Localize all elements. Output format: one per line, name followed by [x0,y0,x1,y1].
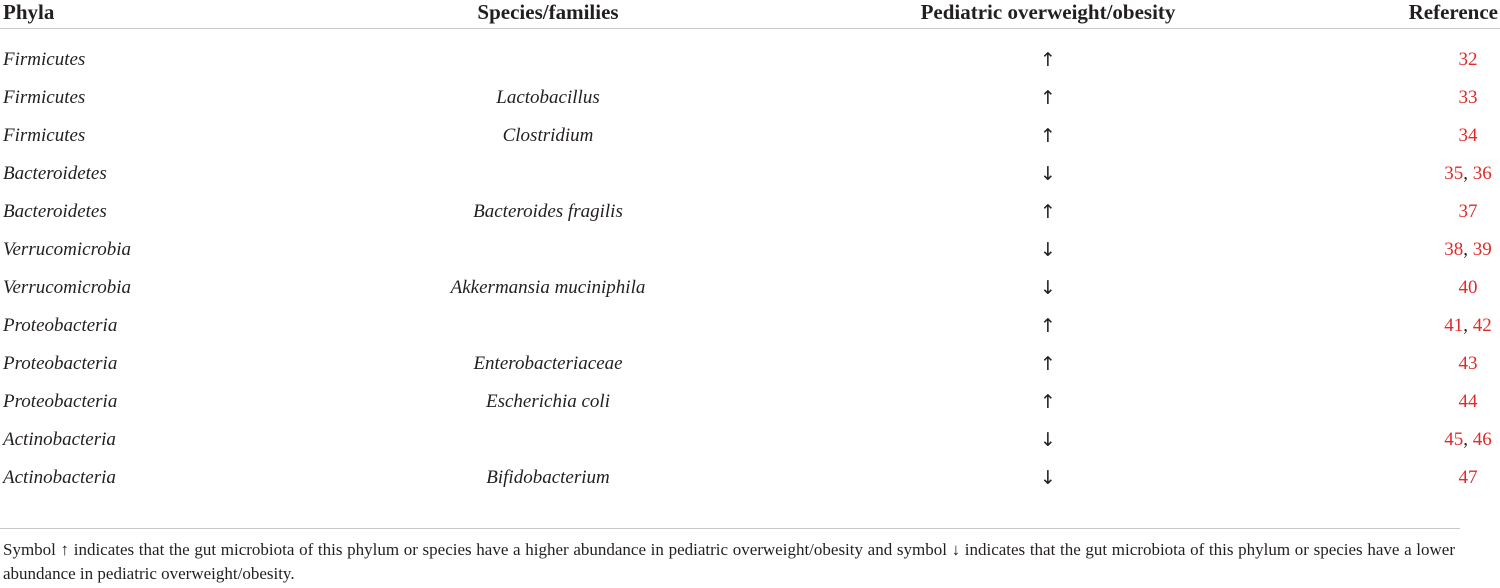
phylum-cell: Actinobacteria [3,429,116,450]
table-row [0,421,1500,459]
reference-list [1438,353,1498,375]
header-phyla: Phyla [3,0,55,24]
header-row [0,0,1500,29]
species-cell: Clostridium [502,125,594,146]
reference-separator: , [1463,239,1473,260]
effect-cell [758,193,1338,231]
table-row [0,459,1500,497]
table-row [0,79,1500,117]
reference-link[interactable]: 35 [1444,163,1464,184]
phylum-cell: Verrucomicrobia [3,239,132,260]
reference-link[interactable]: 36 [1472,163,1492,184]
effect-cell [758,459,1338,497]
reference-link[interactable]: 43 [1458,353,1478,374]
reference-link[interactable]: 33 [1458,87,1478,108]
effect-cell [758,345,1338,383]
species-cell [303,231,758,269]
reference-link[interactable]: 42 [1472,315,1492,336]
arrow-down-icon: ↓ [1040,276,1056,299]
table-header [0,0,1500,29]
reference-list [1438,277,1498,299]
reference-list [1438,163,1498,185]
effect-cell [758,421,1338,459]
phylum-cell: Proteobacteria [3,315,118,336]
reference-list [1438,315,1498,337]
table-row [0,155,1500,193]
reference-separator: , [1463,163,1473,184]
reference-cell [1338,307,1500,345]
arrow-up-icon: ↑ [1040,200,1056,223]
header-species: Species/families [477,0,619,24]
table-row [0,307,1500,345]
arrow-up-icon: ↑ [1040,390,1056,413]
table-body [0,29,1500,498]
arrow-up-icon: ↑ [1040,314,1056,337]
reference-list [1438,125,1498,147]
table-row [0,193,1500,231]
effect-cell [758,383,1338,421]
species-cell: Enterobacteriaceae [473,353,623,374]
table-row [0,231,1500,269]
arrow-down-icon: ↓ [1040,238,1056,261]
reference-cell [1338,193,1500,231]
arrow-down-icon: ↓ [1040,466,1056,489]
phylum-cell: Proteobacteria [3,353,118,374]
effect-cell [758,231,1338,269]
reference-cell [1338,231,1500,269]
reference-link[interactable]: 44 [1458,391,1478,412]
species-cell: Lactobacillus [496,87,600,108]
phylum-cell: Proteobacteria [3,391,118,412]
arrow-down-icon: ↓ [1040,428,1056,451]
reference-cell [1338,155,1500,193]
species-cell [303,155,758,193]
effect-cell [758,307,1338,345]
phylum-cell: Firmicutes [3,87,86,108]
reference-link[interactable]: 46 [1472,429,1492,450]
species-cell: Bifidobacterium [486,467,610,488]
arrow-up-icon: ↑ [1040,86,1056,109]
footer-divider [0,528,1460,529]
species-cell [303,421,758,459]
header-reference: Reference [1408,0,1498,24]
reference-list [1438,201,1498,223]
table-row [0,345,1500,383]
reference-cell [1338,345,1500,383]
effect-cell [758,117,1338,155]
header-effect: Pediatric overweight/obesity [920,0,1176,24]
effect-cell [758,29,1338,80]
reference-cell [1338,459,1500,497]
reference-link[interactable]: 40 [1458,277,1478,298]
reference-link[interactable]: 47 [1458,467,1478,488]
table-row [0,29,1500,80]
reference-list [1438,391,1498,413]
reference-link[interactable]: 41 [1444,315,1464,336]
reference-list [1438,429,1498,451]
phylum-cell: Firmicutes [3,49,86,70]
species-cell: Escherichia coli [486,391,610,412]
reference-link[interactable]: 37 [1458,201,1478,222]
phylum-cell: Verrucomicrobia [3,277,132,298]
reference-list [1438,467,1498,489]
reference-list [1438,239,1498,261]
reference-link[interactable]: 34 [1458,125,1478,146]
reference-cell [1338,79,1500,117]
phylum-cell: Actinobacteria [3,467,116,488]
table-footnote: Symbol ↑ indicates that the gut microbiota of this phylum or species have a higher abundance in pediatric overweight/obesity and symbol ↓ indicates that the gut microbiota of this phylum or species have a lower abundance in pediatric overweight/obesity. [3,540,1455,583]
species-cell [303,307,758,345]
phylum-cell: Firmicutes [3,125,86,146]
reference-link[interactable]: 39 [1472,239,1492,260]
reference-list [1438,87,1498,109]
phylum-cell: Bacteroidetes [3,163,107,184]
reference-cell [1338,117,1500,155]
reference-cell [1338,421,1500,459]
species-cell [303,29,758,80]
phylum-cell: Bacteroidetes [3,201,107,222]
reference-separator: , [1463,315,1473,336]
reference-cell [1338,29,1500,80]
arrow-up-icon: ↑ [1040,352,1056,375]
arrow-down-icon: ↓ [1040,162,1056,185]
reference-cell [1338,269,1500,307]
arrow-up-icon: ↑ [1040,48,1056,71]
reference-link[interactable]: 32 [1458,49,1478,70]
effect-cell [758,79,1338,117]
species-cell: Bacteroides fragilis [473,201,623,222]
reference-separator: , [1463,429,1473,450]
reference-cell [1338,383,1500,421]
table-row [0,383,1500,421]
species-cell: Akkermansia muciniphila [450,277,646,298]
reference-list [1438,49,1498,71]
reference-link[interactable]: 45 [1444,429,1464,450]
table-row [0,269,1500,307]
table-row [0,117,1500,155]
reference-link[interactable]: 38 [1444,239,1464,260]
effect-cell [758,269,1338,307]
arrow-up-icon: ↑ [1040,124,1056,147]
effect-cell [758,155,1338,193]
